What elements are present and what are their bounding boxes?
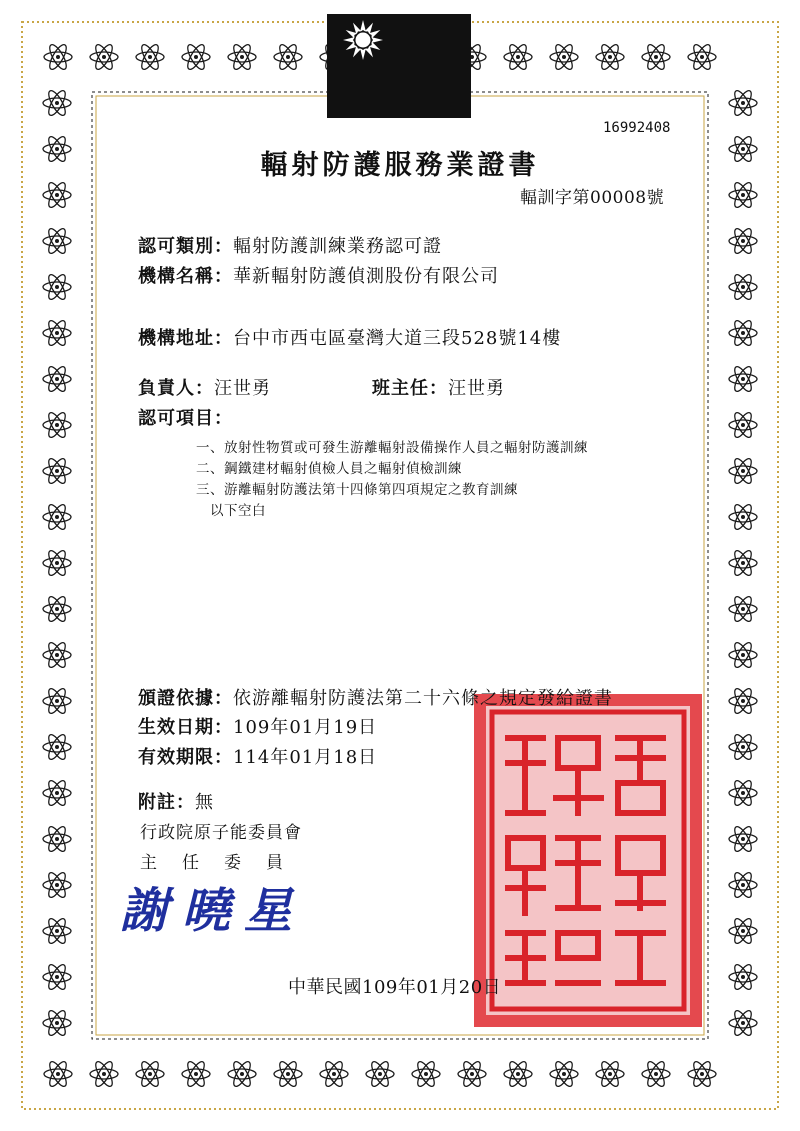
expiry-date-row [138, 743, 377, 769]
atom-icon [596, 42, 624, 71]
atom-icon [44, 42, 72, 71]
atom-icon [729, 962, 757, 991]
approved-item: 二、鋼鐵建材輻射偵檢人員之輻射偵檢訓練 [196, 461, 462, 477]
atom-icon [43, 456, 71, 485]
atom-icon [729, 824, 757, 853]
atom-icon [136, 1059, 164, 1088]
atom-icon [43, 88, 71, 117]
issuer-name: 行政院原子能委員會 [140, 823, 302, 843]
atom-icon [43, 962, 71, 991]
atom-icon [228, 1059, 256, 1088]
effective-date-label: 生效日期： [138, 717, 233, 738]
atom-icon [729, 870, 757, 899]
atom-icon [90, 1059, 118, 1088]
issue-date: 中華民國109年01月20日 [288, 977, 502, 998]
atom-icon [729, 410, 757, 439]
category-row [138, 232, 442, 258]
director-value: 汪世勇 [448, 378, 505, 399]
note-value: 無 [195, 792, 214, 813]
atom-icon [43, 1008, 71, 1037]
atom-icon [729, 1008, 757, 1037]
atom-icon [90, 42, 118, 71]
atom-icon [43, 870, 71, 899]
expiry-date-value: 114年01月18日 [233, 747, 378, 768]
atom-icon [729, 594, 757, 623]
atom-icon [729, 686, 757, 715]
certificate-title: 輻射防護服務業證書 [260, 150, 540, 181]
atom-icon [43, 226, 71, 255]
atom-icon [729, 88, 757, 117]
atom-icon [44, 1059, 72, 1088]
atom-icon [550, 42, 578, 71]
atom-icon [729, 732, 757, 761]
responsible-row [138, 374, 271, 400]
category-label: 認可類別： [138, 236, 233, 257]
atom-icon [729, 364, 757, 393]
atom-icon [458, 1059, 486, 1088]
atom-icon [729, 640, 757, 669]
official-seal [468, 688, 708, 1033]
atom-icon [136, 42, 164, 71]
atom-icon [43, 594, 71, 623]
atom-icon [729, 778, 757, 807]
atom-icon [43, 548, 71, 577]
org-name-row [138, 262, 499, 288]
note-row [138, 788, 214, 814]
atom-icon [729, 502, 757, 531]
approved-item: 三、游離輻射防護法第十四條第四項規定之教育訓練 [196, 482, 518, 498]
serial-number: 16992408 [603, 120, 671, 136]
approved-item: 一、放射性物質或可發生游離輻射設備操作人員之輻射防護訓練 [196, 440, 588, 456]
atom-icon [274, 42, 302, 71]
category-value: 輻射防護訓練業務認可證 [233, 236, 442, 257]
atom-icon [43, 502, 71, 531]
atom-icon [729, 318, 757, 347]
atom-icon [550, 1059, 578, 1088]
atom-icon [43, 686, 71, 715]
atom-icon [43, 410, 71, 439]
atom-icon [729, 916, 757, 945]
director-label: 班主任： [372, 378, 448, 399]
atom-icon [642, 42, 670, 71]
atom-icon [412, 1059, 440, 1088]
atom-icon [43, 778, 71, 807]
atom-icon [688, 42, 716, 71]
atom-icon [596, 1059, 624, 1088]
atom-icon [43, 272, 71, 301]
handwritten-signature: 謝曉星 [120, 883, 307, 939]
approved-item-end: 以下空白 [210, 503, 266, 519]
address-label: 機構地址： [138, 328, 233, 349]
atom-icon [504, 42, 532, 71]
atom-icon [182, 1059, 210, 1088]
basis-value: 依游離輻射防護法第二十六條之規定發給證書 [233, 688, 613, 709]
atom-icon [504, 1059, 532, 1088]
atom-icon [366, 1059, 394, 1088]
atom-icon [43, 180, 71, 209]
note-label: 附註： [138, 792, 195, 813]
atom-icon [729, 456, 757, 485]
items-label [138, 404, 233, 430]
effective-date-row [138, 713, 377, 739]
atom-icon [43, 732, 71, 761]
atom-icon [729, 226, 757, 255]
atom-icon [729, 548, 757, 577]
atom-icon [43, 916, 71, 945]
atom-icon [642, 1059, 670, 1088]
address-row [138, 324, 561, 350]
items-label-text: 認可項目： [138, 408, 233, 429]
atom-icon [43, 824, 71, 853]
atom-icon [43, 364, 71, 393]
issuer-title: 主 任 委 員 [140, 853, 287, 873]
atom-icon [274, 1059, 302, 1088]
atom-icon [729, 180, 757, 209]
responsible-value: 汪世勇 [214, 378, 271, 399]
address-value: 台中市西屯區臺灣大道三段528號14樓 [233, 328, 562, 349]
atom-icon [320, 1059, 348, 1088]
basis-label: 頒證依據： [138, 688, 233, 709]
atom-icon [228, 42, 256, 71]
atom-icon [182, 42, 210, 71]
certificate-number: 輻訓字第00008號 [520, 188, 665, 208]
atom-icon [43, 318, 71, 347]
atom-icon [729, 272, 757, 301]
director-row [372, 374, 505, 400]
effective-date-value: 109年01月19日 [233, 717, 378, 738]
responsible-label: 負責人： [138, 378, 214, 399]
org-name-value: 華新輻射防護偵測股份有限公司 [233, 266, 499, 287]
expiry-date-label: 有效期限： [138, 747, 233, 768]
roc-flag-icon [327, 14, 471, 118]
basis-row [138, 684, 613, 710]
org-name-label: 機構名稱： [138, 266, 233, 287]
atom-icon [688, 1059, 716, 1088]
atom-icon [43, 640, 71, 669]
